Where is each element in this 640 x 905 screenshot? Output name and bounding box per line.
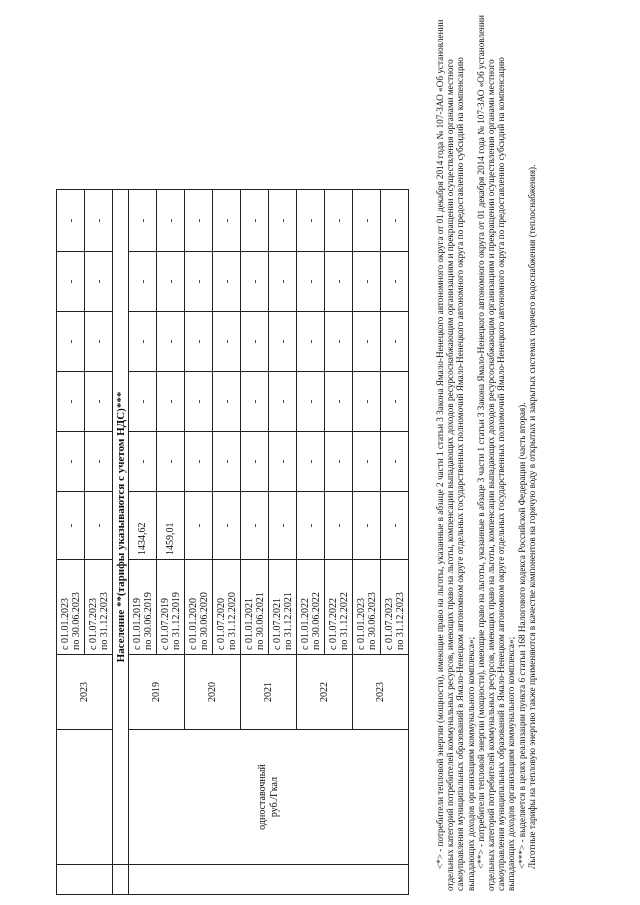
table-row <box>129 190 157 895</box>
value-cell: - <box>353 372 381 432</box>
period-cell: с 01.07.2019 по 31.12.2019 <box>157 560 185 655</box>
value-cell: - <box>353 492 381 560</box>
footnote-paragraph: <*> - потребители тепловой энергии (мощности), имеющие право на льготы, указанные в абзаце 2 части 1 статьи 3 Закона Ямало-Ненецкого автономного округа от 01 декабря 2014 года № 107-ЗАО «Об установлении отдельных категорий потребителей коммунальных ресурсов, имеющих право на льготы, компенсации выпадающих доходов ресурсоснабжающим организациям и прекращении осуществления органами местного самоуправления муниципальных образований в Ямало-Ненецком автономном округе отдельных государственных полномочий Ямало-Ненецкого автономного округа по предоставлению субсидий на компенсацию выпадающих доходов организациям коммунального комплекса»; <box>435 19 476 891</box>
unit-cell: одноставочный руб./Гкал <box>129 730 409 865</box>
period-cell: с 01.01.2022 по 30.06.2022 <box>297 560 325 655</box>
footnote-paragraph: <***> - выделяется в целях реализации пункта 6 статьи 168 Налогового кодекса Российской Федерации (часть вторая). <box>516 402 527 869</box>
value-cell: - <box>129 432 157 492</box>
value-cell: - <box>57 312 85 372</box>
value-cell: - <box>353 190 381 252</box>
value-cell: - <box>381 372 409 432</box>
year-cell: 2019 <box>129 655 185 730</box>
value-cell: - <box>269 432 297 492</box>
value-cell: - <box>353 312 381 372</box>
period-cell: с 01.01.2023 по 30.06.2023 <box>57 560 85 655</box>
value-cell: - <box>269 492 297 560</box>
year-cell: 2023 <box>353 655 409 730</box>
period-cell: с 01.01.2023 по 30.06.2023 <box>353 560 381 655</box>
empty-cell <box>57 865 113 895</box>
period-cell: с 01.07.2023 по 31.12.2023 <box>85 560 113 655</box>
empty-cell <box>57 730 113 865</box>
period-cell: с 01.07.2022 по 31.12.2022 <box>325 560 353 655</box>
value-cell: - <box>85 372 113 432</box>
value-cell: - <box>213 312 241 372</box>
period-cell: с 01.07.2023 по 31.12.2023 <box>381 560 409 655</box>
value-cell: - <box>57 190 85 252</box>
value-cell: - <box>241 190 269 252</box>
value-cell: - <box>325 252 353 312</box>
value-cell: - <box>57 252 85 312</box>
value-cell: - <box>129 252 157 312</box>
value-cell: - <box>157 312 185 372</box>
footnotes <box>435 11 537 891</box>
year-cell: 2020 <box>185 655 241 730</box>
empty-cell <box>113 865 129 895</box>
footnote-paragraph: <**> - потребители тепловой энергии (мощности), имеющие право на льготы, указанные в абзаце 3 части 1 статьи 3 Закона Ямало-Ненецкого автономного округа от 01 декабря 2014 года № 107-ЗАО «Об установлении отдельных категорий потребителей коммунальных ресурсов, имеющих право на льготы, компенсации выпадающих доходов ресурсоснабжающим организациям и прекращении осуществления органами местного самоуправления муниципальных образований в Ямало-Ненецком автономном округе отдельных государственных полномочий Ямало-Ненецкого автономного округа по предоставлению субсидий на компенсацию выпадающих доходов организациям коммунального комплекса»; <box>475 15 517 891</box>
value-cell: - <box>57 372 85 432</box>
value-cell: - <box>185 190 213 252</box>
value-cell: - <box>297 312 325 372</box>
value-cell: - <box>157 372 185 432</box>
empty-cell <box>129 865 409 895</box>
value-cell: - <box>269 312 297 372</box>
value-cell: - <box>57 492 85 560</box>
value-cell: - <box>241 312 269 372</box>
value-cell: - <box>213 492 241 560</box>
value-cell: - <box>325 432 353 492</box>
value-cell: - <box>185 252 213 312</box>
value-cell: - <box>381 190 409 252</box>
table-row <box>57 190 85 895</box>
value-cell: - <box>129 372 157 432</box>
period-cell: с 01.07.2020 по 31.12.2020 <box>213 560 241 655</box>
tariff-table <box>56 189 409 895</box>
value-cell: - <box>353 252 381 312</box>
period-cell: с 01.07.2021 по 31.12.2021 <box>269 560 297 655</box>
value-cell: - <box>297 252 325 312</box>
value-cell: 1434,62 <box>129 492 157 560</box>
value-cell: - <box>213 252 241 312</box>
value-cell: - <box>57 432 85 492</box>
value-cell: - <box>269 372 297 432</box>
value-cell: - <box>157 190 185 252</box>
value-cell: - <box>157 432 185 492</box>
value-cell: - <box>213 432 241 492</box>
value-cell: - <box>353 432 381 492</box>
value-cell: - <box>297 492 325 560</box>
value-cell: - <box>241 252 269 312</box>
value-cell: - <box>85 432 113 492</box>
section-row <box>113 190 129 895</box>
value-cell: - <box>241 372 269 432</box>
value-cell: - <box>297 372 325 432</box>
value-cell: - <box>213 372 241 432</box>
year-cell: 2022 <box>297 655 353 730</box>
value-cell: - <box>185 492 213 560</box>
tariff-table-body <box>57 190 409 895</box>
value-cell: - <box>269 190 297 252</box>
value-cell: - <box>213 190 241 252</box>
value-cell: - <box>85 190 113 252</box>
period-cell: с 01.01.2020 по 30.06.2020 <box>185 560 213 655</box>
value-cell: - <box>381 312 409 372</box>
value-cell: - <box>129 312 157 372</box>
value-cell: - <box>241 432 269 492</box>
value-cell: - <box>85 312 113 372</box>
value-cell: - <box>325 492 353 560</box>
value-cell: - <box>325 372 353 432</box>
year-cell: 2021 <box>241 655 297 730</box>
value-cell: - <box>297 190 325 252</box>
value-cell: - <box>85 492 113 560</box>
value-cell: - <box>157 252 185 312</box>
value-cell: - <box>381 252 409 312</box>
value-cell: - <box>381 432 409 492</box>
value-cell: - <box>297 432 325 492</box>
value-cell: - <box>241 492 269 560</box>
value-cell: - <box>325 190 353 252</box>
section-title: Население **(тарифы указываются с учетом НДС)*** <box>113 190 129 865</box>
value-cell: - <box>325 312 353 372</box>
value-cell: - <box>185 372 213 432</box>
value-cell: 1459,01 <box>157 492 185 560</box>
value-cell: - <box>185 432 213 492</box>
value-cell: - <box>269 252 297 312</box>
year-cell: 2023 <box>57 655 113 730</box>
period-cell: с 01.01.2019 по 30.06.2019 <box>129 560 157 655</box>
value-cell: - <box>85 252 113 312</box>
footnote-paragraph: Льготные тарифы на тепловую энергию также применяются в качестве компонентов на горячую воду в открытых и закрытых системах горячего водоснабжения (теплоснабжения). <box>526 164 537 869</box>
value-cell: - <box>185 312 213 372</box>
period-cell: с 01.01.2021 по 30.06.2021 <box>241 560 269 655</box>
value-cell: - <box>381 492 409 560</box>
value-cell: - <box>129 190 157 252</box>
